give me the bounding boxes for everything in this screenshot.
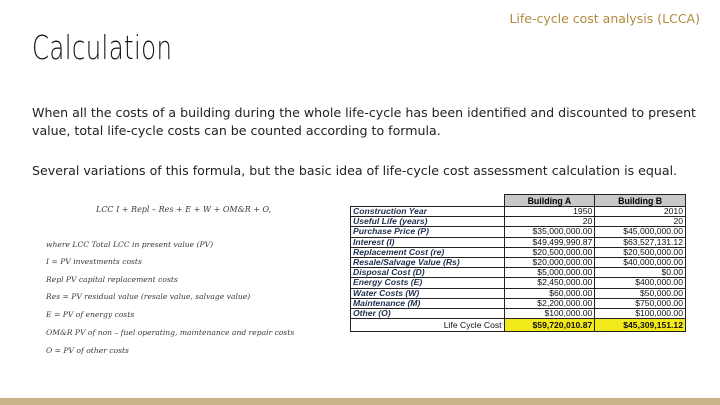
section-label: Life-cycle cost analysis (LCCA) [509,11,700,26]
row-label: Energy Costs (E) [351,278,505,288]
table-row [351,268,686,278]
table-row [351,217,686,227]
bottom-accent-bar [0,398,720,405]
row-label: Replacement Cost (re) [351,247,505,257]
building-a-value: $100,000.00 [504,308,595,318]
table-row [351,257,686,267]
header-blank [351,195,505,207]
table-row [351,227,686,237]
building-a-value: $5,000,000.00 [504,268,595,278]
building-b-value: $400,000.00 [595,278,686,288]
slide-title: Calculation [32,28,173,67]
total-building-a: $59,720,010.87 [504,319,595,332]
lcc-comparison-table [350,194,686,332]
table-row [351,207,686,217]
building-b-value: $50,000.00 [595,288,686,298]
table-row [351,298,686,308]
table-row [351,288,686,298]
building-a-value: 20 [504,217,595,227]
table-header-row [351,195,686,207]
building-a-value: $20,000,000.00 [504,257,595,267]
formula-definition: Res = PV residual value (resale value, salvage value) [46,292,251,301]
formula-definition: I = PV investments costs [46,257,142,266]
building-a-value: 1950 [504,207,595,217]
building-b-value: $750,000.00 [595,298,686,308]
variation-paragraph: Several variations of this formula, but the basic idea of life-cycle cost assessment calculation is equal. [32,163,678,178]
building-b-value: 20 [595,217,686,227]
formula-definition: O = PV of other costs [46,346,129,355]
header-building-a: Building A [504,195,595,207]
building-a-value: $20,500,000.00 [504,247,595,257]
building-a-value: $35,000,000.00 [504,227,595,237]
formula-definition: where LCC Total LCC in present value (PV) [46,240,214,249]
row-label: Construction Year [351,207,505,217]
building-b-value: $100,000.00 [595,308,686,318]
row-label: Useful Life (years) [351,217,505,227]
building-b-value: $0.00 [595,268,686,278]
row-label: Water Costs (W) [351,288,505,298]
building-b-value: $40,000,000.00 [595,257,686,267]
row-label: Resale/Salvage Value (Rs) [351,257,505,267]
row-label: Interest (I) [351,237,505,247]
building-a-value: $49,499,990.87 [504,237,595,247]
building-a-value: $2,200,000.00 [504,298,595,308]
formula-definition: Repl PV capital replacement costs [46,275,178,284]
formula-definition: E = PV of energy costs [46,310,135,319]
lcc-formula-image [44,200,344,360]
row-label: Other (O) [351,308,505,318]
table-row [351,308,686,318]
total-row [351,319,686,332]
row-label: Purchase Price (P) [351,227,505,237]
header-building-b: Building B [595,195,686,207]
building-b-value: $63,527,131.12 [595,237,686,247]
building-b-value: $45,000,000.00 [595,227,686,237]
row-label: Disposal Cost (D) [351,268,505,278]
table-row [351,237,686,247]
building-b-value: 2010 [595,207,686,217]
building-a-value: $60,000.00 [504,288,595,298]
row-label: Maintenance (M) [351,298,505,308]
formula-definition: OM&R PV of non – fuel operating, maintenance and repair costs [46,328,295,337]
total-label: Life Cycle Cost [351,319,505,332]
building-a-value: $2,450,000.00 [504,278,595,288]
building-b-value: $20,500,000.00 [595,247,686,257]
lcc-equation: LCC I + Repl – Res + E + W + OM&R + O, [96,205,272,214]
table-row [351,247,686,257]
total-building-b: $45,309,151.12 [595,319,686,332]
table-row [351,278,686,288]
intro-paragraph: When all the costs of a building during the whole life-cycle has been identified and discounted to present value, total life-cycle costs can be counted according to formula. [32,105,696,138]
